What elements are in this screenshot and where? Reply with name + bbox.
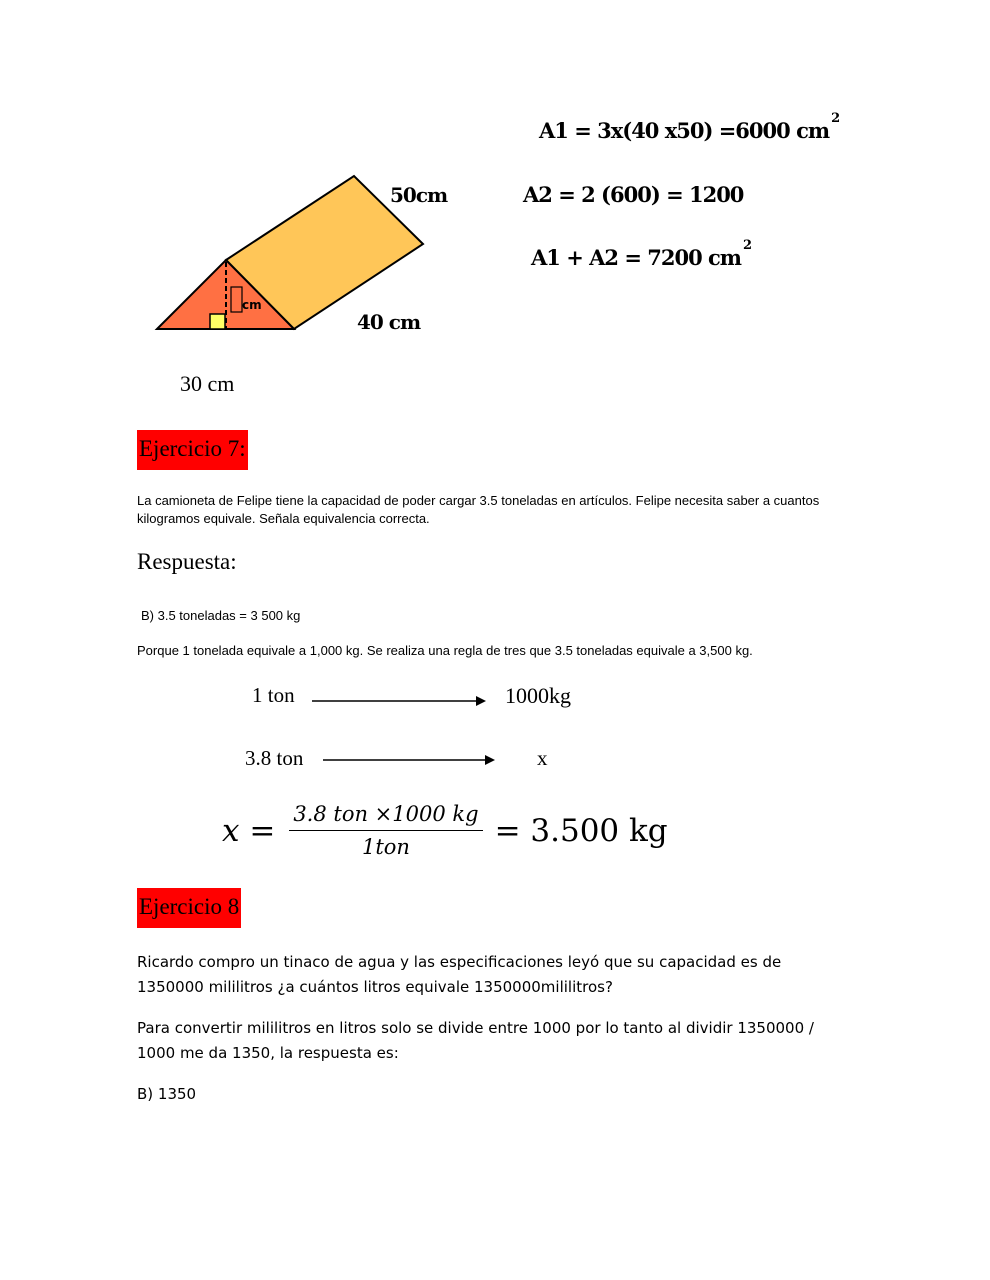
equation-rhs: = 3.500 kg: [494, 812, 668, 849]
rule-row1-left: 1 ton: [252, 683, 295, 707]
ex8-question: Ricardo compro un tinaco de agua y las especificaciones leyó que su capacidad es de 1350000 mililitros ¿a cuántos litros equivale 1350000mililitros?: [137, 953, 782, 996]
formula-sum: A1 + A2 = 7200 cm $^2$: [531, 238, 752, 270]
arrow-row1: [312, 694, 488, 708]
ex7-question: La camioneta de Felipe tiene la capacidad de poder cargar 3.5 toneladas en artículos. Felipe necesita saber a cuantos kilogramos equivale. Señala equivalencia correcta.: [137, 493, 820, 526]
label-30cm: 30 cm: [180, 371, 235, 396]
rule-row2-left: 3.8 ton: [245, 746, 304, 770]
formula-a1: A1 = 3x(40 x50) =6000 cm $^2$: [539, 111, 840, 143]
ex7-explanation: Porque 1 tonelada equivale a 1,000 kg. Se realiza una regla de tres que 3.5 toneladas equivale a 3,500 kg.: [137, 643, 753, 658]
rule-row1-right: 1000kg: [505, 683, 571, 708]
ex8-answer: B) 1350: [137, 1085, 197, 1103]
ex8-heading: Ejercicio 8: [137, 888, 241, 928]
right-angle-square: [210, 314, 225, 329]
conversion-equation: [222, 802, 668, 859]
arrow-row2: [323, 753, 497, 767]
equation-denominator: 1ton: [361, 835, 410, 859]
ex7-answer-label: Respuesta:: [137, 549, 237, 574]
ex7-heading: Ejercicio 7:: [137, 430, 248, 470]
ex8-explanation: Para convertir mililitros en litros solo se divide entre 1000 por lo tanto al dividir 1350000 / 1000 me da 1350, la respuesta es:: [137, 1019, 814, 1062]
label-50cm: 50cm: [390, 183, 448, 207]
height-label: cm: [242, 298, 262, 312]
ex7-option: B) 3.5 toneladas = 3 500 kg: [141, 608, 301, 623]
formula-a2: A2 = 2 (600) = 1200: [523, 182, 744, 207]
equation-numerator: 3.8 ton ×1000 kg: [289, 802, 482, 831]
equation-fraction: [289, 802, 482, 859]
label-40cm: 40 cm: [357, 310, 421, 334]
rule-row2-right: x: [537, 746, 548, 770]
equation-lhs: x =: [222, 812, 276, 849]
